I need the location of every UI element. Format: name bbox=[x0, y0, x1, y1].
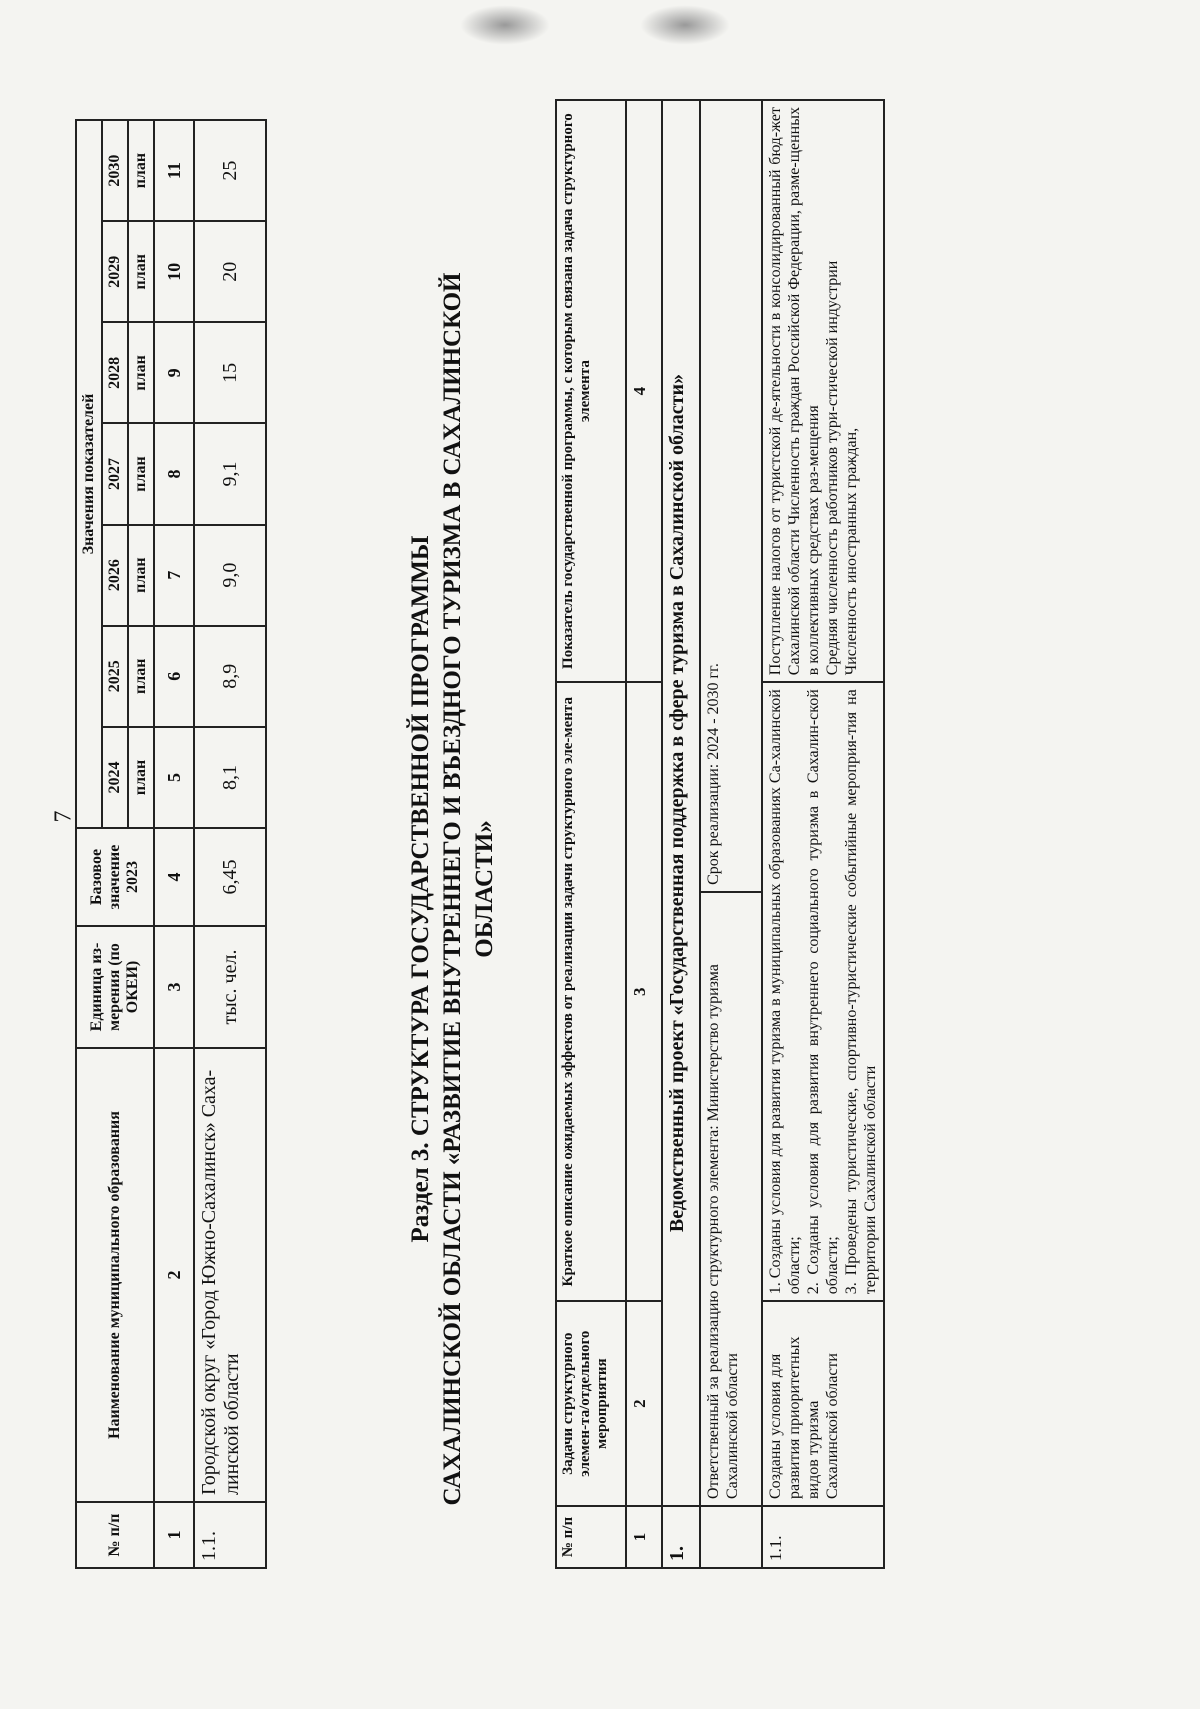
row-indicators bbox=[762, 100, 884, 682]
indicator-item: Средняя численность работников тури-стической индустрии bbox=[824, 260, 841, 676]
scan-artifact bbox=[640, 5, 730, 45]
effect-item: 1. Созданы условия для развития туризма в муниципальных образованиях Са-халинской области; bbox=[767, 689, 803, 1295]
section-row bbox=[662, 100, 700, 1568]
row-value: 15 bbox=[194, 322, 266, 423]
index-cell: 2 bbox=[154, 1048, 194, 1502]
header-year: 2026 bbox=[102, 525, 128, 626]
header-num: № п/п bbox=[76, 1502, 154, 1568]
section-title-line: ОБЛАСТИ» bbox=[471, 820, 498, 958]
row-unit: тыс. чел. bbox=[194, 926, 266, 1048]
structure-table bbox=[555, 99, 885, 1569]
row-effects bbox=[762, 682, 884, 1301]
table-row bbox=[194, 120, 266, 1568]
header-plan: план bbox=[128, 525, 154, 626]
header-year: 2024 bbox=[102, 727, 128, 828]
indicator-item: Численность иностранных граждан, bbox=[843, 427, 860, 676]
table-row bbox=[762, 100, 884, 1568]
row-num: 1.1. bbox=[762, 1506, 884, 1568]
section-heading: Ведомственный проект «Государственная поддержка в сфере туризма в Сахалинской области» bbox=[662, 100, 700, 1506]
rotated-page-content bbox=[0, 69, 1080, 1709]
header-values-group: Значения показателей bbox=[76, 120, 102, 828]
index-cell: 1 bbox=[154, 1502, 194, 1568]
blank-cell bbox=[700, 1506, 762, 1568]
effect-item: 2. Созданы условия для развития внутреннего социального туризма в Сахалин-ской области; bbox=[805, 689, 841, 1295]
header-year: 2028 bbox=[102, 322, 128, 423]
section-title-line: САХАЛИНСКОЙ ОБЛАСТИ «РАЗВИТИЕ ВНУТРЕННЕГО И ВЪЕЗДНОГО ТУРИЗМА В САХАЛИНСКОЙ bbox=[439, 272, 466, 1506]
header-year: 2029 bbox=[102, 221, 128, 322]
section-num: 1. bbox=[662, 1506, 700, 1568]
index-cell: 7 bbox=[154, 525, 194, 626]
header-plan: план bbox=[128, 423, 154, 524]
row-value: 25 bbox=[194, 120, 266, 221]
index-cell: 3 bbox=[154, 926, 194, 1048]
header-effects: Краткое описание ожидаемых эффектов от реализации задачи структурного эле-мента bbox=[556, 682, 626, 1301]
section-title bbox=[405, 199, 501, 1579]
row-base-value: 6,45 bbox=[194, 828, 266, 926]
indicators-table bbox=[75, 119, 267, 1569]
header-plan: план bbox=[128, 727, 154, 828]
row-num: 1.1. bbox=[194, 1502, 266, 1568]
row-task: Созданы условия для развития приоритетных видов туризма Сахалинской области bbox=[762, 1301, 884, 1506]
index-cell: 10 bbox=[154, 221, 194, 322]
row-municipality-name: Городской округ «Город Южно-Сахалинск» Саха-линской области bbox=[194, 1048, 266, 1502]
header-base: Базовое значение 2023 bbox=[76, 828, 154, 926]
index-cell: 1 bbox=[626, 1506, 662, 1568]
header-num: № п/п bbox=[556, 1506, 626, 1568]
index-cell: 4 bbox=[154, 828, 194, 926]
indicator-item: Поступление налогов от туристской де-ятельности в консолидированный бюд-жет Сахалинской области Численность граждан Российской Федерации, разме-щенных в коллективных средствах раз-мещения bbox=[767, 107, 822, 676]
header-plan: план bbox=[128, 322, 154, 423]
section-title-line: Раздел 3. СТРУКТУРА ГОСУДАРСТВЕННОЙ ПРОГРАММЫ bbox=[407, 535, 434, 1243]
header-plan: план bbox=[128, 626, 154, 727]
term: Срок реализации: 2024 - 2030 гг. bbox=[700, 100, 762, 892]
header-plan: план bbox=[128, 221, 154, 322]
row-value: 20 bbox=[194, 221, 266, 322]
row-value: 8,1 bbox=[194, 727, 266, 828]
row-value: 9,1 bbox=[194, 423, 266, 524]
index-cell: 3 bbox=[626, 682, 662, 1301]
index-cell: 8 bbox=[154, 423, 194, 524]
effect-item: 3. Проведены туристические, спортивно-туристические событийные мероприя-тия на территории Сахалинской области bbox=[843, 689, 879, 1295]
header-year: 2030 bbox=[102, 120, 128, 221]
index-cell: 6 bbox=[154, 626, 194, 727]
index-cell: 11 bbox=[154, 120, 194, 221]
header-task: Задачи структурного элемен-та/отдельного мероприятия bbox=[556, 1301, 626, 1506]
page-number: 7 bbox=[50, 810, 77, 823]
header-year: 2025 bbox=[102, 626, 128, 727]
index-cell: 4 bbox=[626, 100, 662, 682]
index-cell: 5 bbox=[154, 727, 194, 828]
header-plan: план bbox=[128, 120, 154, 221]
row-value: 8,9 bbox=[194, 626, 266, 727]
header-unit: Единица из-мерения (по ОКЕИ) bbox=[76, 926, 154, 1048]
header-name: Наименование муниципального образования bbox=[76, 1048, 154, 1502]
index-cell: 9 bbox=[154, 322, 194, 423]
index-cell: 2 bbox=[626, 1301, 662, 1506]
header-indicator: Показатель государственной программы, с которым связана задача структурного элемента bbox=[556, 100, 626, 682]
row-value: 9,0 bbox=[194, 525, 266, 626]
responsible: Ответственный за реализацию структурного элемента: Министерство туризма Сахалинской области bbox=[700, 892, 762, 1506]
scan-artifact bbox=[460, 5, 550, 45]
header-year: 2027 bbox=[102, 423, 128, 524]
